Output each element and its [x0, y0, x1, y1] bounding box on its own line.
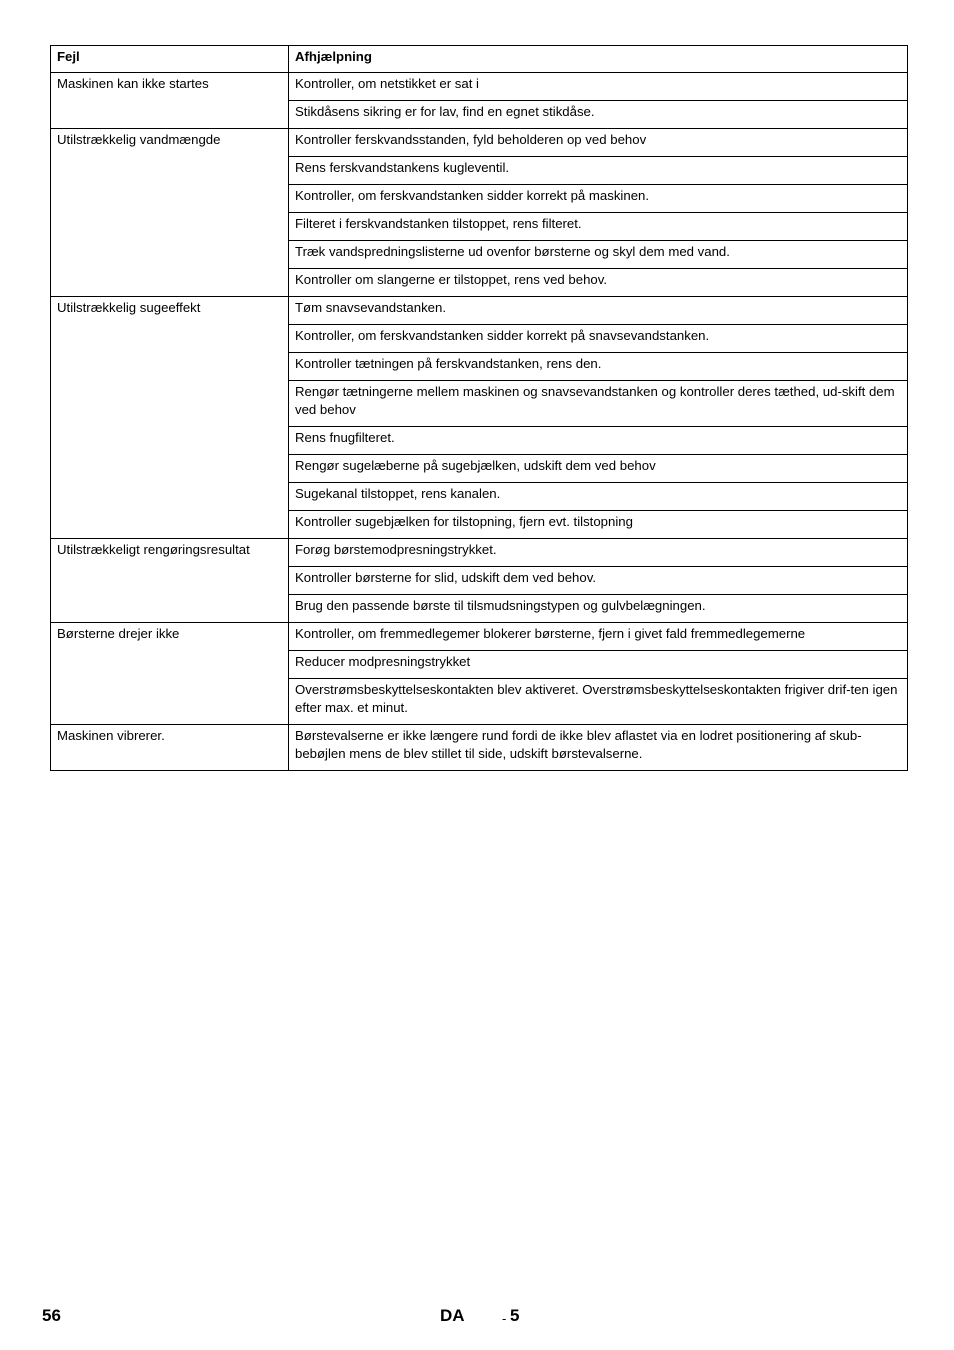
fault-cell: Utilstrækkelig vandmængde	[51, 129, 289, 297]
remedy-cell: Kontroller tætningen på ferskvandstanken, rens den.	[289, 353, 908, 381]
fault-cell: Maskinen vibrerer.	[51, 725, 289, 771]
table-row	[51, 725, 908, 771]
remedy-cell: Tøm snavsevandstanken.	[289, 297, 908, 325]
troubleshooting-table	[50, 45, 908, 771]
footer-dash: -	[502, 1311, 507, 1326]
fault-cell: Utilstrækkeligt rengøringsresultat	[51, 539, 289, 623]
remedy-cell: Forøg børstemodpresningstrykket.	[289, 539, 908, 567]
table-row	[51, 539, 908, 567]
remedy-cell: Rengør sugelæberne på sugebjælken, udskift dem ved behov	[289, 455, 908, 483]
remedy-cell: Børstevalserne er ikke længere rund fordi de ikke blev aflastet via en lodret positionering af skub-bebøjlen mens de blev stillet til side, udskift børstevalserne.	[289, 725, 908, 771]
remedy-cell: Filteret i ferskvandstanken tilstoppet, rens filteret.	[289, 213, 908, 241]
remedy-cell: Kontroller, om ferskvandstanken sidder korrekt på snavsevandstanken.	[289, 325, 908, 353]
remedy-cell: Rens ferskvandstankens kugleventil.	[289, 157, 908, 185]
table-header-row	[51, 46, 908, 73]
header-remedy: Afhjælpning	[289, 46, 908, 73]
language-code: DA	[440, 1306, 465, 1325]
fault-cell: Utilstrækkelig sugeeffekt	[51, 297, 289, 539]
section-page-number: 5	[510, 1306, 520, 1325]
remedy-cell: Træk vandspredningslisterne ud ovenfor børsterne og skyl dem med vand.	[289, 241, 908, 269]
remedy-cell: Kontroller, om ferskvandstanken sidder korrekt på maskinen.	[289, 185, 908, 213]
remedy-cell: Overstrømsbeskyttelseskontakten blev aktiveret. Overstrømsbeskyttelseskontakten frigiver drif-ten igen efter max. et minut.	[289, 679, 908, 725]
remedy-cell: Kontroller ferskvandsstanden, fyld beholderen op ved behov	[289, 129, 908, 157]
table-body	[51, 73, 908, 771]
table-row	[51, 297, 908, 325]
remedy-cell: Rengør tætningerne mellem maskinen og snavsevandstanken og kontroller deres tæthed, ud-skift dem ved behov	[289, 381, 908, 427]
page-number: 56	[42, 1306, 61, 1325]
table-row	[51, 623, 908, 651]
remedy-cell: Stikdåsens sikring er for lav, find en egnet stikdåse.	[289, 101, 908, 129]
remedy-cell: Reducer modpresningstrykket	[289, 651, 908, 679]
remedy-cell: Sugekanal tilstoppet, rens kanalen.	[289, 483, 908, 511]
remedy-cell: Kontroller børsterne for slid, udskift dem ved behov.	[289, 567, 908, 595]
fault-cell: Maskinen kan ikke startes	[51, 73, 289, 129]
remedy-cell: Rens fnugfilteret.	[289, 427, 908, 455]
table-row	[51, 73, 908, 101]
remedy-cell: Kontroller, om fremmedlegemer blokerer børsterne, fjern i givet fald fremmedlegemerne	[289, 623, 908, 651]
remedy-cell: Kontroller sugebjælken for tilstopning, fjern evt. tilstopning	[289, 511, 908, 539]
fault-cell: Børsterne drejer ikke	[51, 623, 289, 725]
header-fault: Fejl	[51, 46, 289, 73]
remedy-cell: Kontroller om slangerne er tilstoppet, rens ved behov.	[289, 269, 908, 297]
remedy-cell: Brug den passende børste til tilsmudsningstypen og gulvbelægningen.	[289, 595, 908, 623]
table-row	[51, 129, 908, 157]
remedy-cell: Kontroller, om netstikket er sat i	[289, 73, 908, 101]
